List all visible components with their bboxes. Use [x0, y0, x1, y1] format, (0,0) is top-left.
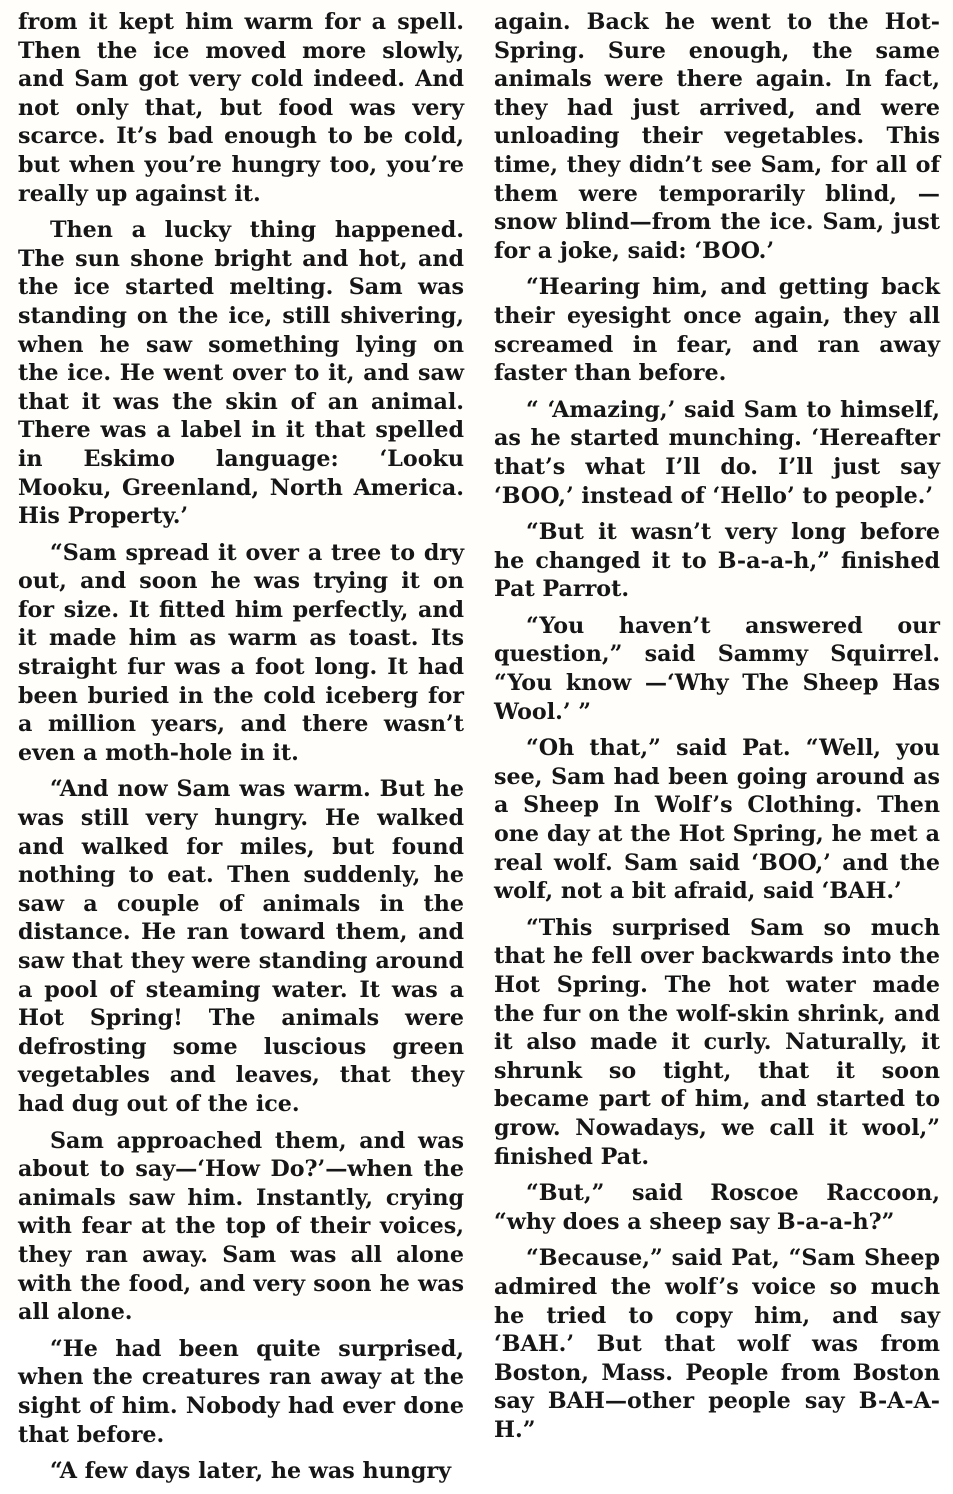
paragraph: “Sam spread it over a tree to dry out, and soon he was trying it on for size. It fitted him perfectly, and it made him as warm as toast. Its straight fur was a foot long. It had been buried in the cold iceberg for a million years, and there wasn’t even a moth-hole in it.: [18, 539, 464, 766]
paragraph: “You haven’t answered our question,” said Sammy Squirrel. “You know —‘Why The Sheep Has Wool.’ ”: [494, 612, 940, 725]
paragraph: “A few days later, he was hungry: [50, 1458, 451, 1485]
right-text-column: [494, 8, 940, 1453]
paragraph: again. Back he went to the Hot-Spring. Sure enough, the same animals were there again. In fact, they had just arrived, and were unloading their vegetables. This time, they didn’t see Sam, for all of them were temporarily blind, —snow blind—from the ice. Sam, just for a joke, said: ‘BOO.’: [494, 9, 940, 264]
paragraph: “But it wasn’t very long before he changed it to B-a-a-h,” finished Pat Parrot.: [494, 519, 940, 603]
paragraph: “Because,” said Pat, “Sam Sheep admired the wolf’s voice so much he tried to copy him, and say ‘BAH.’ But that wolf was from Boston, Mass. People from Boston say BAH—other people say B-A-A-H.”: [494, 1245, 940, 1443]
paragraph: Then a lucky thing happened. The sun shone bright and hot, and the ice started melting. Sam was standing on the ice, still shivering, when he saw something lying on the ice. He went over to it, and saw that it was the skin of an animal. There was a label in it that spelled in Eskimo language: ‘Looku Mooku, Greenland, North America. His Property.’: [18, 217, 464, 530]
paragraph: “ ‘Amazing,’ said Sam to himself, as he started munching. ‘Hereafter that’s what I’ll do. I’ll just say ‘BOO,’ instead of ‘Hello’ to people.’: [494, 396, 940, 509]
paragraph: from it kept him warm for a spell. Then the ice moved more slowly, and Sam got very cold indeed. And not only that, but food was very scarce. It’s bad enough to be cold, but when you’re hungry too, you’re really up against it.: [18, 9, 464, 207]
paragraph: “This surprised Sam so much that he fell over backwards into the Hot Spring. The hot water made the fur on the wolf-skin shrink, and it also made it curly. Naturally, it shrunk so tight, that it soon became part of him, and started to grow. Nowadays, we call it wool,” finished Pat.: [494, 914, 940, 1170]
left-text-column: [18, 8, 464, 1494]
paragraph: “But,” said Roscoe Raccoon, “why does a sheep say B-a-a-h?”: [494, 1180, 940, 1235]
paragraph: “And now Sam was warm. But he was still very hungry. He walked and walked for miles, but found nothing to eat. Then suddenly, he saw a couple of animals in the distance. He ran toward them, and saw that they were standing around a pool of steaming water. It was a Hot Spring! The animals were defrosting some luscious green vegetables and leaves, that they had dug out of the ice.: [18, 776, 464, 1117]
paragraph: Sam approached them, and was about to say—‘How Do?’—when the animals saw him. Instantly, crying with fear at the top of their voices, they ran away. Sam was all alone with the food, and very soon he was all alone.: [18, 1127, 464, 1326]
paragraph: “He had been quite surprised, when the creatures ran away at the sight of him. Nobody had ever done that before.: [18, 1335, 464, 1448]
paragraph: “Oh that,” said Pat. “Well, you see, Sam had been going around as a Sheep In Wolf’s Clothing. Then one day at the Hot Spring, he met a real wolf. Sam said ‘BOO,’ and the wolf, not a bit afraid, said ‘BAH.’: [494, 735, 940, 905]
paragraph: “Hearing him, and getting back their eyesight once again, they all screamed in fear, and ran away faster than before.: [494, 274, 940, 387]
